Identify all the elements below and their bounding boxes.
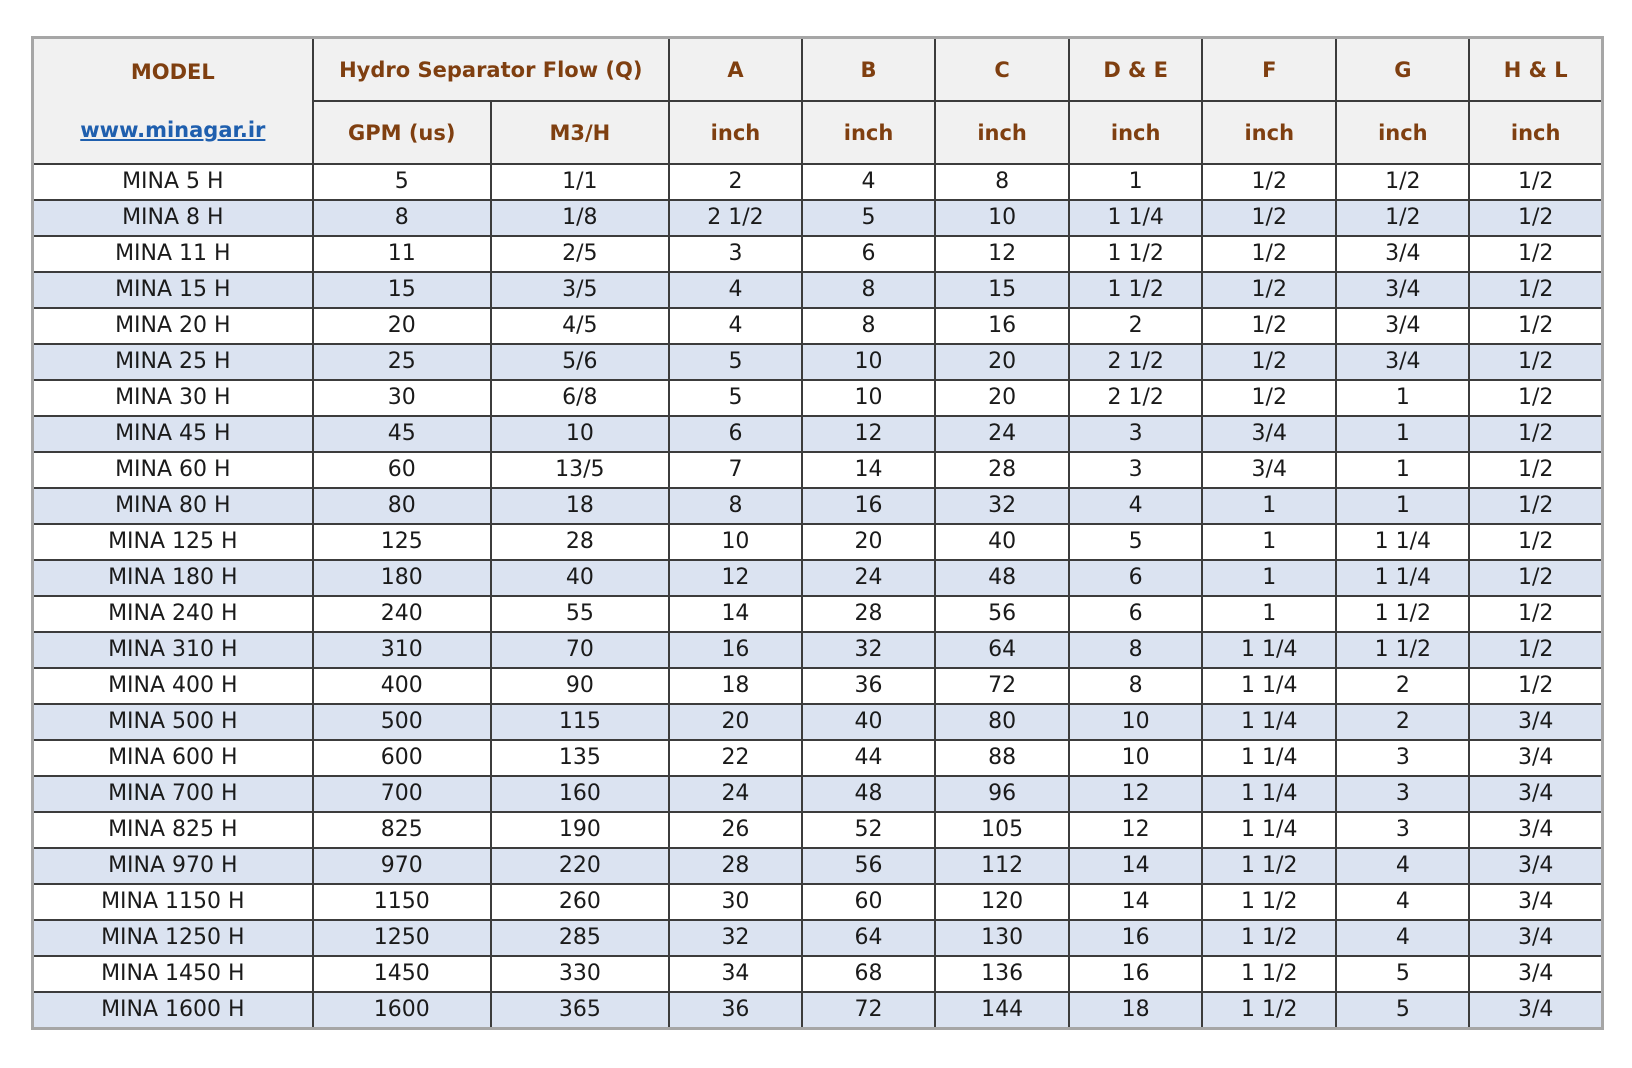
dim-g-cell: 1 1/2 bbox=[1336, 596, 1469, 632]
model-cell: MINA 180 H bbox=[33, 560, 313, 596]
dim-f-cell: 1 1/4 bbox=[1202, 740, 1336, 776]
website-link[interactable]: www.minagar.ir bbox=[80, 118, 266, 142]
table-row bbox=[33, 704, 1603, 740]
dim-d-e-cell: 10 bbox=[1069, 704, 1202, 740]
model-header-cell bbox=[33, 38, 313, 165]
m3h-cell: 2/5 bbox=[491, 236, 669, 272]
dim-b-cell: 10 bbox=[802, 380, 935, 416]
table-row bbox=[33, 560, 1603, 596]
dim-f-cell: 1 1/4 bbox=[1202, 776, 1336, 812]
dim-g-cell: 1 bbox=[1336, 488, 1469, 524]
table-row bbox=[33, 884, 1603, 920]
dim-b-cell: 48 bbox=[802, 776, 935, 812]
dim-a-cell: 28 bbox=[669, 848, 802, 884]
dim-g-cell: 2 bbox=[1336, 704, 1469, 740]
dim-d-e-cell: 8 bbox=[1069, 668, 1202, 704]
dim-f-cell: 1/2 bbox=[1202, 344, 1336, 380]
flow-header: Hydro Separator Flow (Q) bbox=[313, 38, 669, 102]
dim-d-e-cell: 6 bbox=[1069, 560, 1202, 596]
dim-g-cell: 4 bbox=[1336, 848, 1469, 884]
dim-h-l-cell: 3/4 bbox=[1469, 740, 1602, 776]
model-cell: MINA 15 H bbox=[33, 272, 313, 308]
dim-g-cell: 1 bbox=[1336, 380, 1469, 416]
model-header: MODEL bbox=[130, 60, 215, 84]
m3h-cell: 285 bbox=[491, 920, 669, 956]
dim-h-l-cell: 3/4 bbox=[1469, 812, 1602, 848]
dim-f-cell: 1 1/4 bbox=[1202, 632, 1336, 668]
dim-d-e-cell: 1 1/2 bbox=[1069, 272, 1202, 308]
dim-a-cell: 22 bbox=[669, 740, 802, 776]
dim-c-cell: 144 bbox=[935, 992, 1069, 1029]
m3h-cell: 18 bbox=[491, 488, 669, 524]
dim-g-cell: 4 bbox=[1336, 920, 1469, 956]
m3h-cell: 10 bbox=[491, 416, 669, 452]
dim-c-cell: 8 bbox=[935, 164, 1069, 200]
dim-header-g: G bbox=[1336, 38, 1469, 102]
model-cell: MINA 400 H bbox=[33, 668, 313, 704]
model-cell: MINA 1150 H bbox=[33, 884, 313, 920]
dim-a-cell: 4 bbox=[669, 308, 802, 344]
dim-b-cell: 28 bbox=[802, 596, 935, 632]
model-cell: MINA 60 H bbox=[33, 452, 313, 488]
table-row bbox=[33, 632, 1603, 668]
model-cell: MINA 45 H bbox=[33, 416, 313, 452]
table-row bbox=[33, 848, 1603, 884]
dim-f-cell: 1 1/2 bbox=[1202, 956, 1336, 992]
dim-f-cell: 1 bbox=[1202, 560, 1336, 596]
dim-c-cell: 130 bbox=[935, 920, 1069, 956]
dim-f-cell: 1 1/2 bbox=[1202, 884, 1336, 920]
dim-h-l-cell: 1/2 bbox=[1469, 308, 1602, 344]
dim-f-cell: 3/4 bbox=[1202, 452, 1336, 488]
table-row bbox=[33, 668, 1603, 704]
dim-c-cell: 105 bbox=[935, 812, 1069, 848]
table-row bbox=[33, 920, 1603, 956]
dim-f-cell: 1 bbox=[1202, 488, 1336, 524]
dim-b-cell: 72 bbox=[802, 992, 935, 1029]
model-cell: MINA 825 H bbox=[33, 812, 313, 848]
dim-a-cell: 2 bbox=[669, 164, 802, 200]
table-row bbox=[33, 272, 1603, 308]
model-cell: MINA 25 H bbox=[33, 344, 313, 380]
table-row bbox=[33, 956, 1603, 992]
dim-g-cell: 5 bbox=[1336, 992, 1469, 1029]
m3h-cell: 4/5 bbox=[491, 308, 669, 344]
dim-g-cell: 3/4 bbox=[1336, 236, 1469, 272]
m3h-cell: 13/5 bbox=[491, 452, 669, 488]
dim-a-cell: 16 bbox=[669, 632, 802, 668]
m3h-cell: 5/6 bbox=[491, 344, 669, 380]
dim-h-l-cell: 3/4 bbox=[1469, 956, 1602, 992]
gpm-cell: 400 bbox=[313, 668, 491, 704]
dim-c-cell: 15 bbox=[935, 272, 1069, 308]
table-row bbox=[33, 344, 1603, 380]
dim-h-l-cell: 1/2 bbox=[1469, 164, 1602, 200]
gpm-cell: 310 bbox=[313, 632, 491, 668]
unit-header-f: inch bbox=[1202, 101, 1336, 164]
dim-d-e-cell: 2 1/2 bbox=[1069, 380, 1202, 416]
dim-d-e-cell: 6 bbox=[1069, 596, 1202, 632]
dim-b-cell: 44 bbox=[802, 740, 935, 776]
dim-header-b: B bbox=[802, 38, 935, 102]
dim-g-cell: 1 1/4 bbox=[1336, 524, 1469, 560]
dim-c-cell: 120 bbox=[935, 884, 1069, 920]
dim-f-cell: 1/2 bbox=[1202, 380, 1336, 416]
dim-g-cell: 3/4 bbox=[1336, 308, 1469, 344]
dim-b-cell: 8 bbox=[802, 272, 935, 308]
gpm-cell: 240 bbox=[313, 596, 491, 632]
gpm-cell: 5 bbox=[313, 164, 491, 200]
dim-b-cell: 20 bbox=[802, 524, 935, 560]
dim-d-e-cell: 12 bbox=[1069, 812, 1202, 848]
dim-b-cell: 16 bbox=[802, 488, 935, 524]
gpm-cell: 180 bbox=[313, 560, 491, 596]
m3h-cell: 70 bbox=[491, 632, 669, 668]
dim-b-cell: 4 bbox=[802, 164, 935, 200]
table-row bbox=[33, 380, 1603, 416]
dim-a-cell: 36 bbox=[669, 992, 802, 1029]
table-row bbox=[33, 488, 1603, 524]
model-cell: MINA 30 H bbox=[33, 380, 313, 416]
dim-g-cell: 3/4 bbox=[1336, 272, 1469, 308]
dim-c-cell: 48 bbox=[935, 560, 1069, 596]
table-row bbox=[33, 596, 1603, 632]
model-cell: MINA 11 H bbox=[33, 236, 313, 272]
dim-h-l-cell: 1/2 bbox=[1469, 452, 1602, 488]
gpm-cell: 1250 bbox=[313, 920, 491, 956]
dim-a-cell: 10 bbox=[669, 524, 802, 560]
dim-h-l-cell: 1/2 bbox=[1469, 560, 1602, 596]
model-cell: MINA 600 H bbox=[33, 740, 313, 776]
dim-h-l-cell: 1/2 bbox=[1469, 524, 1602, 560]
table-row bbox=[33, 236, 1603, 272]
m3h-cell: 220 bbox=[491, 848, 669, 884]
dim-b-cell: 40 bbox=[802, 704, 935, 740]
table-row bbox=[33, 524, 1603, 560]
m3h-cell: 330 bbox=[491, 956, 669, 992]
dim-h-l-cell: 1/2 bbox=[1469, 596, 1602, 632]
dim-d-e-cell: 1 1/2 bbox=[1069, 236, 1202, 272]
dim-b-cell: 12 bbox=[802, 416, 935, 452]
table-row bbox=[33, 740, 1603, 776]
dim-g-cell: 1 1/4 bbox=[1336, 560, 1469, 596]
dim-header-h-l: H & L bbox=[1469, 38, 1602, 102]
dim-a-cell: 2 1/2 bbox=[669, 200, 802, 236]
table-row bbox=[33, 416, 1603, 452]
m3h-cell: 260 bbox=[491, 884, 669, 920]
dim-c-cell: 80 bbox=[935, 704, 1069, 740]
dim-h-l-cell: 3/4 bbox=[1469, 884, 1602, 920]
gpm-cell: 11 bbox=[313, 236, 491, 272]
dim-g-cell: 3/4 bbox=[1336, 344, 1469, 380]
dim-d-e-cell: 10 bbox=[1069, 740, 1202, 776]
dim-f-cell: 1/2 bbox=[1202, 308, 1336, 344]
gpm-cell: 825 bbox=[313, 812, 491, 848]
m3h-cell: 90 bbox=[491, 668, 669, 704]
unit-header-c: inch bbox=[935, 101, 1069, 164]
dim-c-cell: 40 bbox=[935, 524, 1069, 560]
dim-a-cell: 4 bbox=[669, 272, 802, 308]
unit-header-a: inch bbox=[669, 101, 802, 164]
m3h-cell: 3/5 bbox=[491, 272, 669, 308]
dim-b-cell: 32 bbox=[802, 632, 935, 668]
dim-b-cell: 24 bbox=[802, 560, 935, 596]
dim-d-e-cell: 2 bbox=[1069, 308, 1202, 344]
unit-header-g: inch bbox=[1336, 101, 1469, 164]
gpm-cell: 700 bbox=[313, 776, 491, 812]
gpm-cell: 600 bbox=[313, 740, 491, 776]
dim-f-cell: 3/4 bbox=[1202, 416, 1336, 452]
gpm-cell: 20 bbox=[313, 308, 491, 344]
dim-c-cell: 10 bbox=[935, 200, 1069, 236]
dim-h-l-cell: 1/2 bbox=[1469, 380, 1602, 416]
dim-c-cell: 96 bbox=[935, 776, 1069, 812]
dim-b-cell: 14 bbox=[802, 452, 935, 488]
dim-b-cell: 56 bbox=[802, 848, 935, 884]
spec-table bbox=[31, 36, 1604, 1030]
gpm-cell: 45 bbox=[313, 416, 491, 452]
dim-d-e-cell: 3 bbox=[1069, 452, 1202, 488]
gpm-cell: 60 bbox=[313, 452, 491, 488]
dim-g-cell: 2 bbox=[1336, 668, 1469, 704]
dim-c-cell: 136 bbox=[935, 956, 1069, 992]
dim-f-cell: 1 1/2 bbox=[1202, 992, 1336, 1029]
dim-h-l-cell: 1/2 bbox=[1469, 632, 1602, 668]
model-cell: MINA 20 H bbox=[33, 308, 313, 344]
gpm-cell: 30 bbox=[313, 380, 491, 416]
m3h-cell: 160 bbox=[491, 776, 669, 812]
dim-b-cell: 52 bbox=[802, 812, 935, 848]
dim-c-cell: 64 bbox=[935, 632, 1069, 668]
dim-b-cell: 36 bbox=[802, 668, 935, 704]
dim-d-e-cell: 18 bbox=[1069, 992, 1202, 1029]
dim-h-l-cell: 1/2 bbox=[1469, 200, 1602, 236]
unit-header-h-l: inch bbox=[1469, 101, 1602, 164]
dim-a-cell: 30 bbox=[669, 884, 802, 920]
dim-h-l-cell: 3/4 bbox=[1469, 992, 1602, 1029]
model-cell: MINA 1250 H bbox=[33, 920, 313, 956]
dim-b-cell: 64 bbox=[802, 920, 935, 956]
dim-d-e-cell: 2 1/2 bbox=[1069, 344, 1202, 380]
dim-b-cell: 8 bbox=[802, 308, 935, 344]
model-cell: MINA 80 H bbox=[33, 488, 313, 524]
dim-h-l-cell: 3/4 bbox=[1469, 776, 1602, 812]
dim-a-cell: 18 bbox=[669, 668, 802, 704]
gpm-cell: 125 bbox=[313, 524, 491, 560]
table-row bbox=[33, 812, 1603, 848]
dim-c-cell: 112 bbox=[935, 848, 1069, 884]
model-cell: MINA 700 H bbox=[33, 776, 313, 812]
table-row bbox=[33, 452, 1603, 488]
dim-b-cell: 10 bbox=[802, 344, 935, 380]
gpm-cell: 970 bbox=[313, 848, 491, 884]
dim-b-cell: 6 bbox=[802, 236, 935, 272]
dim-header-c: C bbox=[935, 38, 1069, 102]
model-cell: MINA 500 H bbox=[33, 704, 313, 740]
model-cell: MINA 125 H bbox=[33, 524, 313, 560]
gpm-cell: 8 bbox=[313, 200, 491, 236]
gpm-cell: 1150 bbox=[313, 884, 491, 920]
m3h-cell: 1/8 bbox=[491, 200, 669, 236]
dim-c-cell: 16 bbox=[935, 308, 1069, 344]
m3h-cell: 115 bbox=[491, 704, 669, 740]
model-cell: MINA 970 H bbox=[33, 848, 313, 884]
dim-h-l-cell: 1/2 bbox=[1469, 488, 1602, 524]
table-row bbox=[33, 200, 1603, 236]
model-cell: MINA 8 H bbox=[33, 200, 313, 236]
dim-g-cell: 1 1/2 bbox=[1336, 632, 1469, 668]
dim-h-l-cell: 1/2 bbox=[1469, 236, 1602, 272]
gpm-cell: 15 bbox=[313, 272, 491, 308]
dim-a-cell: 3 bbox=[669, 236, 802, 272]
gpm-cell: 80 bbox=[313, 488, 491, 524]
dim-f-cell: 1 1/4 bbox=[1202, 812, 1336, 848]
model-cell: MINA 310 H bbox=[33, 632, 313, 668]
dim-f-cell: 1/2 bbox=[1202, 200, 1336, 236]
table-body bbox=[33, 164, 1603, 1029]
dim-b-cell: 68 bbox=[802, 956, 935, 992]
gpm-cell: 1450 bbox=[313, 956, 491, 992]
dim-d-e-cell: 1 bbox=[1069, 164, 1202, 200]
dim-c-cell: 20 bbox=[935, 344, 1069, 380]
dim-a-cell: 12 bbox=[669, 560, 802, 596]
dim-g-cell: 3 bbox=[1336, 776, 1469, 812]
dim-f-cell: 1 1/4 bbox=[1202, 668, 1336, 704]
m3h-cell: 135 bbox=[491, 740, 669, 776]
dim-g-cell: 1/2 bbox=[1336, 164, 1469, 200]
m3h-cell: 365 bbox=[491, 992, 669, 1029]
dim-a-cell: 7 bbox=[669, 452, 802, 488]
gpm-cell: 25 bbox=[313, 344, 491, 380]
m3h-cell: 1/1 bbox=[491, 164, 669, 200]
dim-a-cell: 24 bbox=[669, 776, 802, 812]
gpm-cell: 1600 bbox=[313, 992, 491, 1029]
table-row bbox=[33, 164, 1603, 200]
dim-h-l-cell: 1/2 bbox=[1469, 416, 1602, 452]
dim-f-cell: 1/2 bbox=[1202, 236, 1336, 272]
dim-c-cell: 20 bbox=[935, 380, 1069, 416]
unit-header-d-e: inch bbox=[1069, 101, 1202, 164]
dim-h-l-cell: 3/4 bbox=[1469, 704, 1602, 740]
dim-h-l-cell: 1/2 bbox=[1469, 668, 1602, 704]
unit-header-b: inch bbox=[802, 101, 935, 164]
gpm-header: GPM (us) bbox=[313, 101, 491, 164]
dim-g-cell: 3 bbox=[1336, 812, 1469, 848]
table-header bbox=[33, 38, 1603, 165]
dim-g-cell: 1 bbox=[1336, 452, 1469, 488]
dim-a-cell: 14 bbox=[669, 596, 802, 632]
dim-c-cell: 24 bbox=[935, 416, 1069, 452]
dim-d-e-cell: 16 bbox=[1069, 956, 1202, 992]
dim-c-cell: 12 bbox=[935, 236, 1069, 272]
dim-c-cell: 28 bbox=[935, 452, 1069, 488]
dim-h-l-cell: 1/2 bbox=[1469, 272, 1602, 308]
dim-b-cell: 5 bbox=[802, 200, 935, 236]
model-cell: MINA 1450 H bbox=[33, 956, 313, 992]
m3h-cell: 40 bbox=[491, 560, 669, 596]
dim-a-cell: 5 bbox=[669, 344, 802, 380]
dim-a-cell: 20 bbox=[669, 704, 802, 740]
dim-c-cell: 72 bbox=[935, 668, 1069, 704]
dim-a-cell: 34 bbox=[669, 956, 802, 992]
dim-d-e-cell: 8 bbox=[1069, 632, 1202, 668]
model-cell: MINA 5 H bbox=[33, 164, 313, 200]
dim-d-e-cell: 12 bbox=[1069, 776, 1202, 812]
dim-a-cell: 6 bbox=[669, 416, 802, 452]
dim-f-cell: 1/2 bbox=[1202, 164, 1336, 200]
dim-f-cell: 1 1/2 bbox=[1202, 848, 1336, 884]
dim-f-cell: 1 1/2 bbox=[1202, 920, 1336, 956]
dim-d-e-cell: 4 bbox=[1069, 488, 1202, 524]
dim-d-e-cell: 5 bbox=[1069, 524, 1202, 560]
dim-f-cell: 1 bbox=[1202, 524, 1336, 560]
table-row bbox=[33, 308, 1603, 344]
dim-c-cell: 88 bbox=[935, 740, 1069, 776]
m3h-cell: 190 bbox=[491, 812, 669, 848]
dim-d-e-cell: 3 bbox=[1069, 416, 1202, 452]
m3h-cell: 55 bbox=[491, 596, 669, 632]
dim-f-cell: 1 bbox=[1202, 596, 1336, 632]
gpm-cell: 500 bbox=[313, 704, 491, 740]
dim-d-e-cell: 16 bbox=[1069, 920, 1202, 956]
dim-h-l-cell: 3/4 bbox=[1469, 920, 1602, 956]
dim-d-e-cell: 14 bbox=[1069, 884, 1202, 920]
dim-g-cell: 5 bbox=[1336, 956, 1469, 992]
dim-header-a: A bbox=[669, 38, 802, 102]
dim-a-cell: 26 bbox=[669, 812, 802, 848]
dim-h-l-cell: 1/2 bbox=[1469, 344, 1602, 380]
dim-g-cell: 1/2 bbox=[1336, 200, 1469, 236]
dim-h-l-cell: 3/4 bbox=[1469, 848, 1602, 884]
dim-a-cell: 8 bbox=[669, 488, 802, 524]
dim-d-e-cell: 14 bbox=[1069, 848, 1202, 884]
dim-g-cell: 4 bbox=[1336, 884, 1469, 920]
dim-c-cell: 32 bbox=[935, 488, 1069, 524]
dim-g-cell: 3 bbox=[1336, 740, 1469, 776]
dim-f-cell: 1 1/4 bbox=[1202, 704, 1336, 740]
dim-a-cell: 5 bbox=[669, 380, 802, 416]
dim-a-cell: 32 bbox=[669, 920, 802, 956]
dim-header-d-e: D & E bbox=[1069, 38, 1202, 102]
table-row bbox=[33, 992, 1603, 1029]
model-cell: MINA 240 H bbox=[33, 596, 313, 632]
table-row bbox=[33, 776, 1603, 812]
dim-c-cell: 56 bbox=[935, 596, 1069, 632]
dim-b-cell: 60 bbox=[802, 884, 935, 920]
m3h-cell: 28 bbox=[491, 524, 669, 560]
m3h-header: M3/H bbox=[491, 101, 669, 164]
dim-d-e-cell: 1 1/4 bbox=[1069, 200, 1202, 236]
dim-g-cell: 1 bbox=[1336, 416, 1469, 452]
dim-header-f: F bbox=[1202, 38, 1336, 102]
dim-f-cell: 1/2 bbox=[1202, 272, 1336, 308]
model-cell: MINA 1600 H bbox=[33, 992, 313, 1029]
m3h-cell: 6/8 bbox=[491, 380, 669, 416]
